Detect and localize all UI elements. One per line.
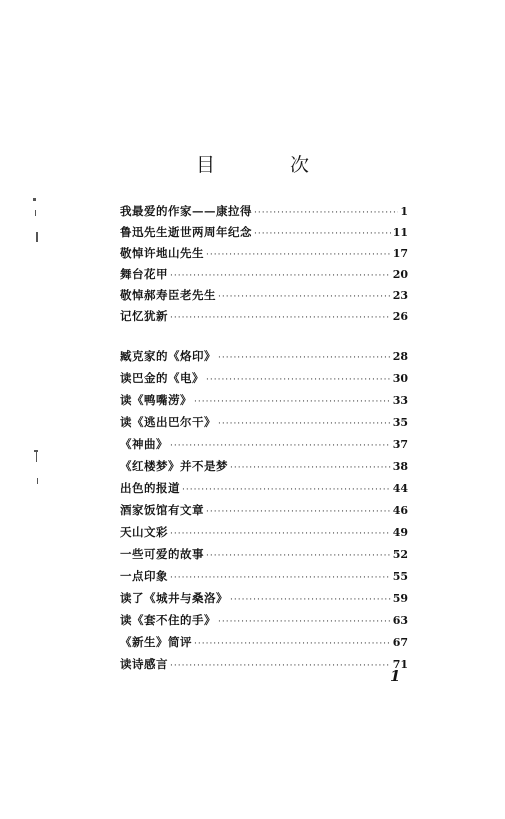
toc-entry [120, 566, 408, 586]
toc-entry [120, 522, 408, 542]
toc-entry-title: 天山文彩 [120, 525, 168, 539]
toc-entry-title: 出色的报道 [120, 481, 180, 495]
scan-speck [36, 452, 37, 462]
toc-entry-page: 33 [392, 394, 408, 407]
toc-entry-title: 读《鸭嘴涝》 [120, 393, 192, 407]
toc-entry [120, 654, 408, 674]
dot-leader [170, 266, 391, 286]
toc-entry-title: 《新生》简评 [120, 635, 192, 649]
toc-entry [120, 390, 408, 410]
page-number: 1 [390, 667, 401, 685]
dot-leader [206, 546, 391, 566]
scan-speck [36, 232, 38, 242]
dot-leader [218, 287, 391, 307]
toc-entry-title: 酒家饭馆有文章 [120, 503, 204, 517]
dot-leader [230, 590, 391, 610]
toc-entry-title: 一点印象 [120, 569, 168, 583]
toc-entry-title: 《红楼梦》并不是梦 [120, 459, 228, 473]
toc-entry [120, 478, 408, 498]
toc-entry [120, 412, 408, 432]
dot-leader [194, 634, 391, 654]
toc-entry-title: 敬悼许地山先生 [120, 246, 204, 260]
toc-entry-title: 记忆犹新 [120, 309, 168, 323]
toc-entry [120, 346, 408, 366]
toc-entry-page: 1 [400, 205, 408, 218]
toc-entry-title: 舞台花甲 [120, 267, 168, 281]
dot-leader [254, 224, 391, 244]
dot-leader [254, 203, 398, 223]
toc-entry [120, 243, 408, 263]
dot-leader [206, 370, 391, 390]
toc-entry [120, 456, 408, 476]
toc-entry-title: 读《套不住的手》 [120, 613, 216, 627]
toc-entry [120, 610, 408, 630]
toc-entry [120, 201, 408, 221]
dot-leader [182, 480, 391, 500]
dot-leader [206, 245, 391, 265]
toc-entry-page: 63 [392, 614, 408, 627]
toc-entry-title: 鲁迅先生逝世两周年纪念 [120, 225, 252, 239]
page-title: 目 次 [195, 154, 337, 176]
toc-entry-page: 38 [392, 460, 408, 473]
scan-speck [33, 198, 36, 201]
dot-leader [170, 436, 391, 456]
toc-entry-page: 35 [392, 416, 408, 429]
toc-entry-page: 11 [392, 226, 408, 239]
toc-entry-page: 30 [392, 372, 408, 385]
toc-entry-page: 37 [392, 438, 408, 451]
toc-entry [120, 544, 408, 564]
dot-leader [170, 524, 391, 544]
toc-entry [120, 285, 408, 305]
toc-entry-page: 67 [392, 636, 408, 649]
toc-entry-page: 44 [392, 482, 408, 495]
toc-entry-title: 我最爱的作家——康拉得 [120, 204, 252, 218]
toc-entry-page: 20 [392, 268, 408, 281]
dot-leader [194, 392, 391, 412]
toc-entry-title: 读《逃出巴尔干》 [120, 415, 216, 429]
toc-entry-title: 《神曲》 [120, 437, 168, 451]
toc-entry [120, 632, 408, 652]
toc-entry-title: 读巴金的《电》 [120, 371, 204, 385]
dot-leader [170, 568, 391, 588]
toc-entry-page: 71 [392, 658, 408, 671]
dot-leader [218, 414, 391, 434]
toc-entry-page: 49 [392, 526, 408, 539]
scan-speck [35, 210, 36, 216]
toc-entry [120, 368, 408, 388]
toc-entry-page: 23 [392, 289, 408, 302]
toc-entry [120, 588, 408, 608]
toc-entry [120, 306, 408, 326]
dot-leader [218, 348, 391, 368]
dot-leader [230, 458, 391, 478]
toc-entry-page: 17 [392, 247, 408, 260]
toc-entry [120, 500, 408, 520]
toc-entry [120, 264, 408, 284]
toc-entry-title: 敬悼郝寿臣老先生 [120, 288, 216, 302]
toc-entry-page: 28 [392, 350, 408, 363]
dot-leader [206, 502, 391, 522]
dot-leader [170, 308, 391, 328]
scan-speck [37, 478, 38, 484]
toc-entry-title: 臧克家的《烙印》 [120, 349, 216, 363]
toc-entry-title: 读诗感言 [120, 657, 168, 671]
toc-entry-page: 26 [392, 310, 408, 323]
toc-entry-page: 55 [392, 570, 408, 583]
toc-entry-title: 读了《城井与桑洛》 [120, 591, 228, 605]
toc-entry-page: 59 [392, 592, 408, 605]
toc-entry [120, 434, 408, 454]
toc-entry-page: 52 [392, 548, 408, 561]
toc-entry-title: 一些可爱的故事 [120, 547, 204, 561]
dot-leader [170, 656, 391, 676]
dot-leader [218, 612, 391, 632]
toc-entry-page: 46 [392, 504, 408, 517]
toc-entry [120, 222, 408, 242]
